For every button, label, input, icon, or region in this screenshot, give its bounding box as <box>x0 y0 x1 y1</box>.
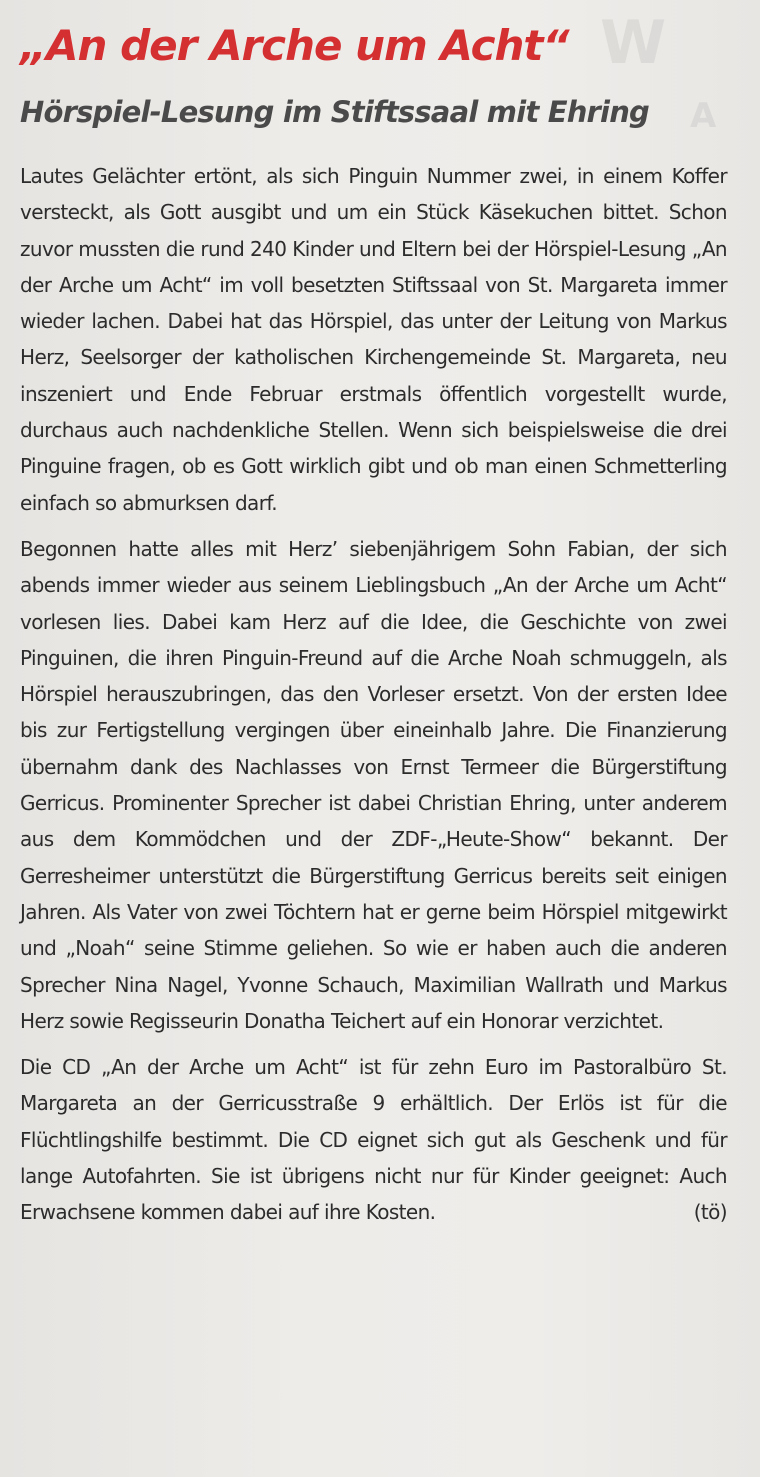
article-paragraph: Lautes Gelächter ertönt, als sich Pinguin Nummer zwei, in einem Koffer versteckt, als Gott ausgibt und um ein Stück Käsekuchen bittet. Schon zuvor mussten die rund 240 Kinder und Eltern bei der Hörspiel-Lesung „An der Arche um Acht“ im voll besetzten Stiftssaal von St. Margareta immer wieder lachen. Dabei hat das Hörspiel, das unter der Leitung von Markus Herz, Seelsorger der katholischen Kirchengemeinde St. Margareta, neu inszeniert und Ende Februar erstmals öffentlich vorgestellt wurde, durchaus auch nachdenkliche Stellen. Wenn sich beispielsweise die drei Pinguine fragen, ob es Gott wirklich gibt und ob man einen Schmetterling einfach so abmurksen darf. <box>20 164 727 515</box>
article-paragraph-text: Die CD „An der Arche um Acht“ ist für zehn Euro im Pastoralbüro St. Margareta an der Gerricusstraße 9 erhältlich. Der Erlös ist für die Flüchtlingshilfe bestimmt. Die CD eignet sich gut als Geschenk und für lange Autofahrten. Sie ist übrigens nicht nur für Kinder geeignet: Auch Erwachsene kommen dabei auf ihre Kosten. <box>20 1055 727 1225</box>
article-headline: „An der Arche um Acht“ <box>20 21 569 70</box>
bleed-through-decoration: A <box>690 96 717 136</box>
article-subheadline: Hörspiel-Lesung im Stiftssaal mit Ehring <box>20 95 649 129</box>
article-body <box>20 158 727 1231</box>
article-paragraph: Begonnen hatte alles mit Herz’ siebenjährigem Sohn Fabian, der sich abends immer wieder aus seinem Lieblingsbuch „An der Arche um Acht“ vorlesen lies. Dabei kam Herz auf die Idee, die Geschichte von zwei Pinguinen, die ihren Pinguin-Freund auf die Arche Noah schmuggeln, als Hörspiel herauszubringen, das den Vorleser ersetzt. Von der ersten Idee bis zur Fertigstellung vergingen über eineinhalb Jahre. Die Finanzierung übernahm dank des Nachlasses von Ernst Termeer die Bürgerstiftung Gerricus. Prominenter Sprecher ist dabei Christian Ehring, unter anderem aus dem Kommödchen und der ZDF-„Heute-Show“ bekannt. Der Gerresheimer unterstützt die Bürgerstiftung Gerricus bereits seit einigen Jahren. Als Vater von zwei Töchtern hat er gerne beim Hörspiel mitgewirkt und „Noah“ seine Stimme geliehen. So wie er haben auch die anderen Sprecher Nina Nagel, Yvonne Schauch, Maximilian Wallrath und Markus Herz sowie Regisseurin Donatha Teichert auf ein Honorar verzichtet. <box>20 536 727 1033</box>
article-paragraph <box>20 1049 727 1230</box>
bleed-through-decoration: W <box>600 8 667 78</box>
author-initials: (tö) <box>693 1200 727 1225</box>
